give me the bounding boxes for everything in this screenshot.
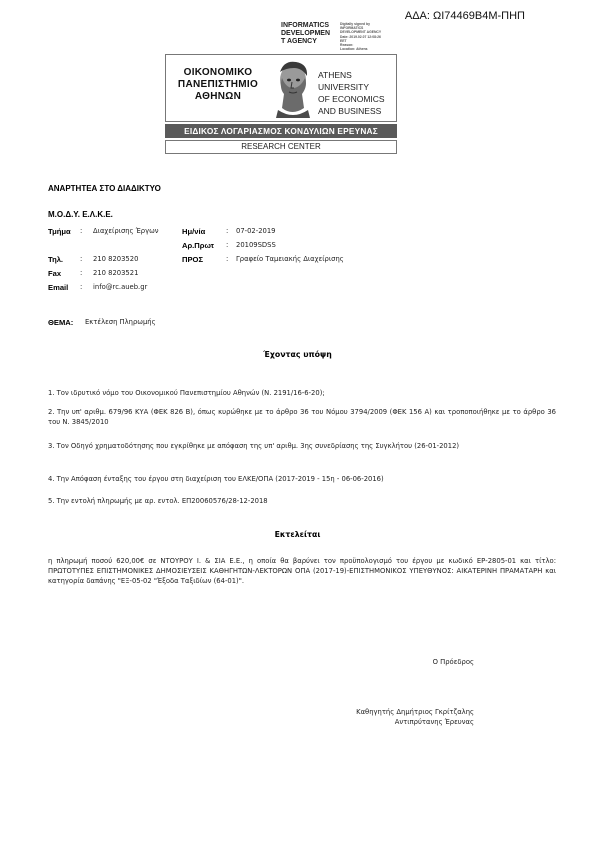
- fax-label: Fax: [48, 269, 62, 278]
- email-value: info@rc.aueb.gr: [93, 283, 148, 291]
- recipient-label: ΠΡΟΣ: [182, 255, 204, 264]
- dept-colon: :: [80, 227, 83, 235]
- consideration-item-2: 2. Την υπ' αριθμ. 679/96 ΚΥΑ (ΦΕΚ 826 Β), όπως κυρώθηκε με το άρθρο 36 του Νόμου 3794/2009 (ΦΕΚ 156 Α) και τροποποιήθηκε με το άρθρο 36 του Ν. 3845/2010: [48, 408, 556, 426]
- agency-title: INFORMATICS DEVELOPMEN T AGENCY: [281, 22, 331, 45]
- date-label: Ημ/νία: [182, 227, 206, 236]
- subject-value: Εκτέλεση Πληρωμής: [85, 318, 156, 326]
- tel-colon: :: [80, 255, 83, 263]
- subject-label: ΘΕΜΑ:: [48, 318, 74, 327]
- executes-heading: Εκτελείται: [274, 530, 321, 539]
- athena-head-icon: [270, 58, 314, 118]
- consideration-item-5: 5. Την εντολή πληρωμής με αρ. εντολ. ΕΠ20060576/28-12-2018: [48, 497, 268, 505]
- recipient-value: Γραφείο Ταμειακής Διαχείρισης: [236, 255, 344, 263]
- post-online-notice: ΑΝΑΡΤΗΤΕΑ ΣΤΟ ΔΙΑΔΙΚΤΥΟ: [48, 184, 161, 193]
- logo-english-name: ATHENS UNIVERSITY OF ECONOMICS AND BUSINESS: [318, 70, 385, 116]
- ada-code: ΑΔΑ: ΩΙ74469Β4Μ-ΠΗΠ: [404, 10, 525, 22]
- consideration-item-3: 3. Τον Οδηγό χρηματοδότησης που εγκρίθηκε με απόφαση της υπ' αριθμ. 3ης συνεδρίασης της Συγκλήτου (26-01-2012): [48, 442, 460, 450]
- tel-label: Τηλ.: [48, 255, 64, 264]
- payment-body: η πληρωμή ποσού 620,00€ σε ΝΤΟΥΡΟΥ Ι. & ΣΙΑ Ε.Ε., η οποία θα βαρύνει τον προϋπολογισμό του έργου με κωδικό ΕΡ-2805-01 και τίτλο: ΠΡΩΤΟΤΥΠΕΣ ΕΠΙΣΤΗΜΟΝΙΚΕΣ ΔΗΜΟΣΙΕΥΣΕΙΣ ΚΑΘΗΓΗΤΩΝ-ΛΕΚΤΟΡΩΝ ΟΠΑ (2017-19)-ΕΠΙΣΤΗΜΟΝΙΚΟΣ ΥΠΕΥΘΥΝΟΣ: ΑΙΚΑΤΕΡΙΝΗ ΠΡΑΜΑΤΑΡΗ και κατηγορία δαπάνης "ΕΞ-05-02 "Έξοδα Ταξιδίων (64-01)".: [48, 557, 556, 585]
- logo-greek-name: ΟΙΚΟΝΟΜΙΚΟ ΠΑΝΕΠΙΣΤΗΜΙΟ ΑΘΗΝΩΝ: [177, 67, 259, 102]
- digital-signature-stamp: [281, 22, 400, 51]
- considering-heading: Έχοντας υπόψη: [263, 350, 332, 359]
- signature-name: Καθηγητής Δημήτριος Γκρίτζαλης: [356, 708, 474, 716]
- dept-label: Τμήμα: [48, 227, 71, 236]
- research-center-label: RESEARCH CENTER: [165, 140, 397, 154]
- special-account-banner: ΕΙΔΙΚΟΣ ΛΟΓΑΡΙΑΣΜΟΣ ΚΟΝΔΥΛΙΩΝ ΕΡΕΥΝΑΣ: [165, 124, 397, 138]
- fax-value: 210 8203521: [93, 269, 139, 277]
- signature-role: Ο Πρόεδρος: [432, 658, 474, 666]
- protocol-label: Αρ.Πρωτ: [182, 241, 215, 250]
- recipient-colon: :: [226, 255, 229, 263]
- consideration-item-4: 4. Την Απόφαση ένταξης του έργου στη διαχείριση του ΕΛΚΕ/ΟΠΑ (2017-2019 - 15η - 06-06-2016): [48, 475, 384, 483]
- signature-details: Digitally signed by INFORMATICS DEVELOPMENT AGENCY Date: 2019.02.07 12:08:26 EET Reason: Location: Athens: [340, 22, 382, 52]
- tel-value: 210 8203520: [93, 255, 139, 263]
- dept-value: Διαχείρισης Έργων: [93, 227, 159, 235]
- protocol-value: 20109SDSS: [236, 241, 276, 249]
- protocol-colon: :: [226, 241, 229, 249]
- university-logo: [165, 54, 397, 122]
- fax-colon: :: [80, 269, 83, 277]
- signature-title: Αντιπρύτανης Έρευνας: [394, 718, 474, 726]
- consideration-item-1: 1. Τον ιδρυτικό νόμο του Οικονομικού Πανεπιστημίου Αθηνών (Ν. 2191/16-6-20);: [48, 389, 325, 397]
- email-label: Email: [48, 283, 69, 292]
- date-colon: :: [226, 227, 229, 235]
- date-value: 07-02-2019: [236, 227, 276, 235]
- unit-name: Μ.Ο.Δ.Υ. Ε.Λ.Κ.Ε.: [48, 210, 113, 219]
- email-colon: :: [80, 283, 83, 291]
